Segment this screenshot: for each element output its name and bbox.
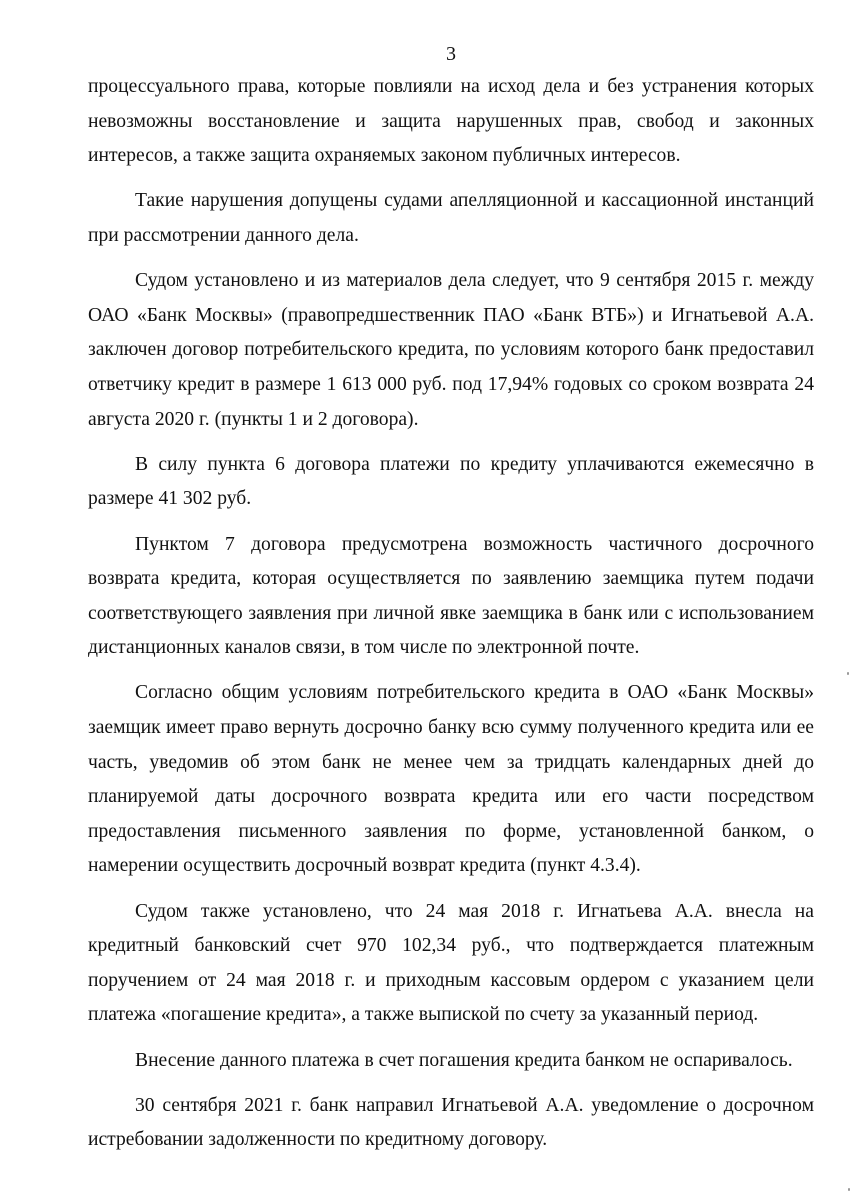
scan-speck: [847, 672, 849, 675]
paragraph: Судом установлено и из материалов дела следует, что 9 сентября 2015 г. между ОАО «Банк Москвы» (правопредшественник ПАО «Банк ВТБ») и Игнатьевой А.А. заключен договор потребительского кредита, по условиям которого банк предоставил ответчику кредит в размере 1 613 000 руб. под 17,94% годовых со сроком возврата 24 августа 2020 г. (пункты 1 и 2 договора).: [88, 270, 814, 430]
scan-speck: [848, 1188, 850, 1191]
paragraph: Согласно общим условиям потребительского кредита в ОАО «Банк Москвы» заемщик имеет право вернуть досрочно банку всю сумму полученного кредита или ее часть, уведомив об этом банк не менее чем за тридцать календарных дней до планируемой даты досрочного возврата кредита или его части посредством предоставления письменного заявления по форме, установленной банком, о намерении осуществить досрочный возврат кредита (пункт 4.3.4).: [88, 682, 814, 877]
paragraph: Внесение данного платежа в счет погашения кредита банком не оспаривалось.: [135, 1049, 793, 1071]
paragraph: Такие нарушения допущены судами апелляционной и кассационной инстанций при рассмотрении данного дела.: [88, 190, 814, 246]
paragraph: Пунктом 7 договора предусмотрена возможность частичного досрочного возврата кредита, которая осуществляется по заявлению заемщика путем подачи соответствующего заявления при личной явке заемщика в банк или с использованием дистанционных каналов связи, в том числе по электронной почте.: [88, 533, 814, 659]
paragraph: 30 сентября 2021 г. банк направил Игнатьевой А.А. уведомление о досрочном истребовании задолженности по кредитному договору.: [88, 1094, 814, 1151]
paragraph: процессуального права, которые повлияли на исход дела и без устранения которых невозможны восстановление и защита нарушенных прав, свобод и законных интересов, а также защита охраняемых законом публичных интересов.: [88, 76, 814, 167]
page-number: 3: [446, 43, 456, 65]
paragraph: В силу пункта 6 договора платежи по кредиту уплачиваются ежемесячно в размере 41 302 руб.: [88, 453, 814, 510]
document-body: [88, 70, 814, 1169]
paragraph: Судом также установлено, что 24 мая 2018 г. Игнатьева А.А. внесла на кредитный банковский счет 970 102,34 руб., что подтверждается платежным поручением от 24 мая 2018 г. и приходным кассовым ордером с указанием цели платежа «погашение кредита», а также выпиской по счету за указанный период.: [88, 900, 814, 1026]
